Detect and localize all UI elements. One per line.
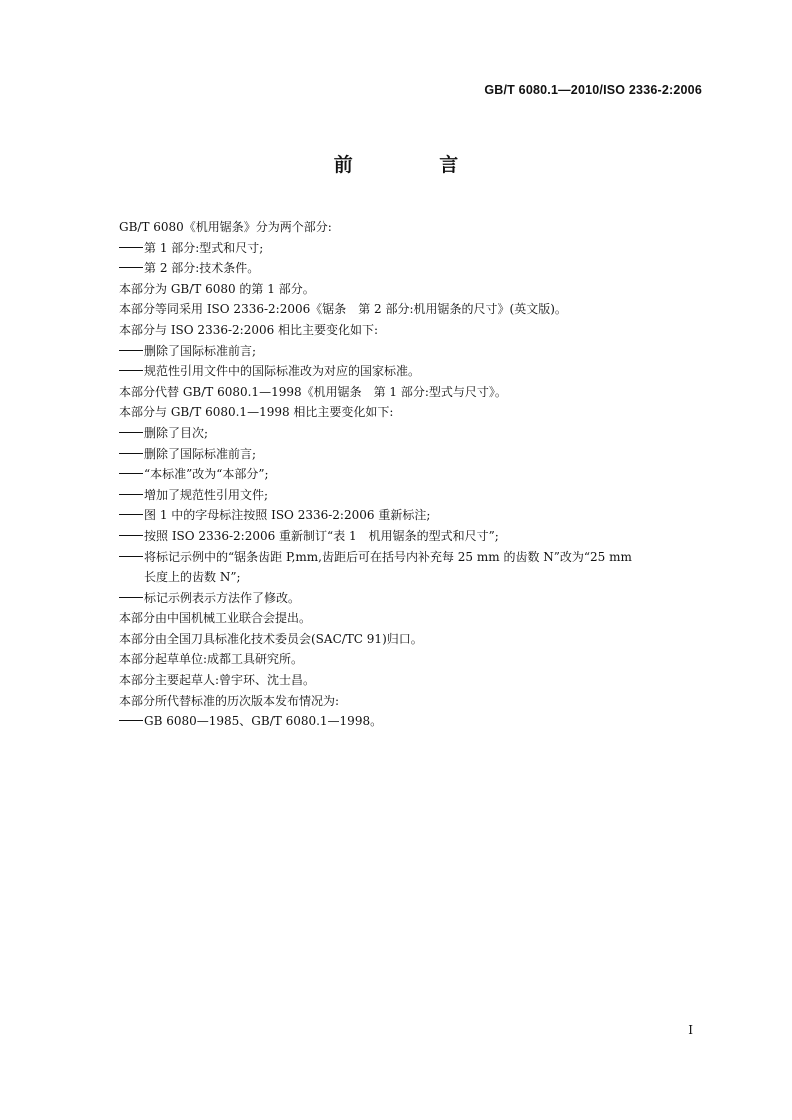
paragraph-line: 本部分为 GB/T 6080 的第 1 部分。 [119,281,315,296]
list-item [119,341,709,362]
list-item-text: 按照 ISO 2336-2:2006 重新制订“表 1 机用锯条的型式和尺寸”; [144,528,499,543]
list-item-text: 删除了国际标准前言; [144,343,257,358]
page-title: 前 言 [333,154,499,176]
paragraph-line: 本部分与 GB/T 6080.1—1998 相比主要变化如下: [119,405,394,420]
list-item-text: GB 6080—1985、GB/T 6080.1—1998。 [144,714,383,729]
paragraph-line: 本部分等同采用 ISO 2336-2:2006《锯条 第 2 部分:机用锯条的尺寸》(英文版)。 [119,302,567,317]
em-dash-marker [119,350,143,351]
paragraph-line: 本部分与 ISO 2336-2:2006 相比主要变化如下: [119,322,379,337]
list-item-continuation: 长度上的齿数 N”; [144,570,241,585]
list-item [119,588,709,609]
list-item-text: 标记示例表示方法作了修改。 [144,590,301,605]
em-dash-marker [119,535,143,536]
em-dash-marker [119,267,143,268]
foreword-body [119,217,709,732]
paragraph-line: 本部分所代替标准的历次版本发布情况为: [119,693,340,708]
paragraph-line: 本部分代替 GB/T 6080.1—1998《机用锯条 第 1 部分:型式与尺寸》。 [119,384,507,399]
em-dash-marker [119,556,143,557]
list-item [119,711,709,732]
list-item-text: 将标记示例中的“锯条齿距 P,mm,齿距后可在括号内补充每 25 mm 的齿数 N”改为“25 mm [144,549,632,564]
em-dash-marker [119,514,143,515]
list-item [119,505,709,526]
list-item [119,547,709,588]
list-item [119,423,709,444]
em-dash-marker [119,720,143,721]
list-item [119,464,709,485]
paragraph-line: 本部分由全国刀具标准化技术委员会(SAC/TC 91)归口。 [119,631,423,646]
em-dash-marker [119,597,143,598]
list-item-text: 删除了国际标准前言; [144,446,257,461]
list-item-text: 删除了目次; [144,425,209,440]
paragraph-line: GB/T 6080《机用锯条》分为两个部分: [119,220,332,234]
list-item-text: “本标准”改为“本部分”; [144,467,269,482]
list-item [119,485,709,506]
paragraph-line: 本部分主要起草人:曾宇环、沈士昌。 [119,673,316,688]
em-dash-marker [119,494,143,495]
standard-code: GB/T 6080.1—2010/ISO 2336-2:2006 [484,83,702,97]
list-item-text: 增加了规范性引用文件; [144,487,269,502]
paragraph-line: 本部分由中国机械工业联合会提出。 [119,611,312,626]
em-dash-marker [119,247,143,248]
paragraph-line: 本部分起草单位:成都工具研究所。 [119,652,304,667]
list-item [119,526,709,547]
list-item-text: 第 1 部分:型式和尺寸; [144,240,264,255]
list-item-text: 第 2 部分:技术条件。 [144,261,260,276]
em-dash-marker [119,473,143,474]
list-item-text: 图 1 中的字母标注按照 ISO 2336-2:2006 重新标注; [144,508,431,523]
list-item [119,258,709,279]
em-dash-marker [119,432,143,433]
list-item [119,238,709,259]
list-item [119,444,709,465]
list-item [119,361,709,382]
em-dash-marker [119,370,143,371]
page-number: I [688,1023,693,1037]
em-dash-marker [119,453,143,454]
list-item-text: 规范性引用文件中的国际标准改为对应的国家标准。 [144,364,421,379]
